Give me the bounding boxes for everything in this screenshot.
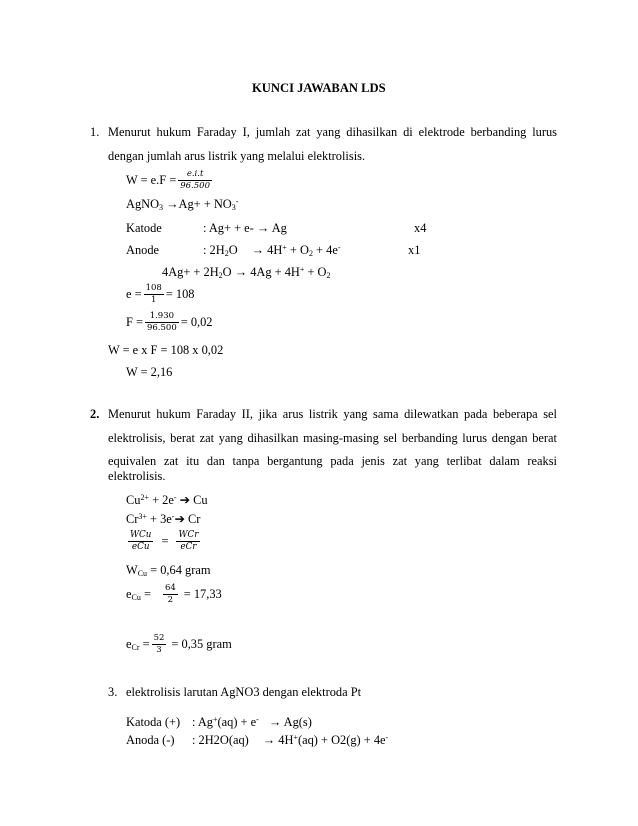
formula-text: W = e.F = <box>126 172 177 187</box>
equivalent-weight-ag: e = $\frac{108}{1}$ = 108 <box>126 283 195 305</box>
question-2-line-4: elektrolisis. <box>108 469 166 483</box>
question-2-line-3: equivalen zat itu dan tanpa bergantung pada jenis zat yang terlibat dalam reaksi <box>108 454 557 468</box>
ratio-fraction-cu: $\frac{\text{WCu}}{\text{eCu}}$ <box>130 530 152 552</box>
question-2-number: 2. <box>90 407 100 421</box>
anode-label: Anode <box>126 243 160 257</box>
cu-reduction: $Cu^{2+} + 2e^-$ ➔ Cu <box>126 493 208 507</box>
katode-label: Katode <box>126 221 162 235</box>
equivalent-cr: $e_{Cr}$ = $\frac{52}{3}$ = 0,35 gram <box>126 633 232 655</box>
question-1-line-1: Menurut hukum Faraday I, jumlah zat yang dihasilkan di elektrode berbanding lurus <box>108 125 557 139</box>
ratio-fraction-cr: $\frac{\text{WCr}}{\text{eCr}}$ <box>178 530 199 552</box>
anoda-label: Anoda (-) <box>126 733 175 747</box>
question-3-line-1: elektrolisis larutan AgNO3 dengan elektroda Pt <box>126 685 362 699</box>
question-2-line-1: Menurut hukum Faraday II, jika arus listrik yang sama dilewatkan pada beberapa sel <box>108 407 557 421</box>
anode-equation: : $2H_2O \to 4H^+ + O_2 + 4e^-$ <box>203 243 341 258</box>
ecr-fraction: $\frac{52}{3}$ <box>153 633 165 655</box>
katode-multiplier: x4 <box>414 221 427 235</box>
faraday-formula <box>126 170 214 190</box>
fraction-denominator: 96.500 <box>180 180 210 191</box>
anode-multiplier: x1 <box>408 243 421 257</box>
f-fraction: $\frac{1.930}{96.500}$ <box>146 311 177 333</box>
formula-fraction <box>178 170 212 190</box>
katoda-label: Katoda (+) <box>126 715 181 729</box>
faraday-ii-ratio: $\frac{\text{WCu}}{\text{eCu}}$ = $\frac{\text{WCr}}{\text{eCr}}$ <box>130 530 199 552</box>
mass-calculation: W = e x F = 108 x 0,02 <box>108 343 224 357</box>
question-1-number: 1. <box>90 125 100 139</box>
mass-result: W = 2,16 <box>126 365 173 379</box>
ecu-fraction: $\frac{64}{2}$ <box>164 583 176 605</box>
katoda-equation: : Ag+(aq) + e- → Ag(s) <box>192 715 312 729</box>
question-1-line-2: dengan jumlah arus listrik yang melalui elektrolisis. <box>108 149 366 163</box>
net-reaction: $4Ag+ + 2H_2O \to 4Ag + 4H^+ + O_2$ <box>162 265 331 280</box>
e-fraction: $\frac{108}{1}$ <box>145 283 162 305</box>
anoda-equation: : 2H2O(aq) → 4H+(aq) + O2(g) + 4e- <box>192 733 389 747</box>
fraction-numerator: e.i.t <box>178 170 212 181</box>
question-2-line-2: elektrolisis, berat zat yang dihasilkan masing-masing sel berbanding lurus dengan berat <box>108 431 557 445</box>
question-3-number: 3. <box>108 685 118 699</box>
cr-reduction: $Cr^{3+}$ + 3e-➔ Cr <box>126 512 201 526</box>
faraday-value: F = $\frac{1.930}{96.500}$ = 0,02 <box>126 311 213 333</box>
agno3-dissociation: AgNO$_3$ $\to Ag+ + NO_3^-$ <box>126 197 239 212</box>
equivalent-cu: $e_{Cu}$ = $\frac{64}{2}$ = 17,33 <box>126 583 222 605</box>
mass-cu: $W_{Cu} = 0,64$ gram <box>126 563 211 578</box>
katode-equation: : Ag+ + e- → Ag <box>203 221 287 235</box>
page-title: KUNCI JAWABAN LDS <box>252 81 386 95</box>
